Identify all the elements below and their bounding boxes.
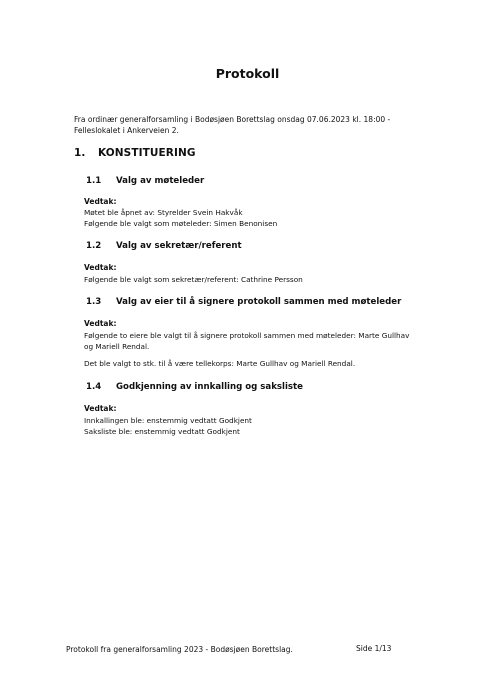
vedtak-label: Vedtak: <box>84 319 117 328</box>
body-line: Det ble valgt to stk. til å være tellekorps: Marte Gullhav og Mariell Rendal. <box>84 359 356 368</box>
vedtak-label: Vedtak: <box>84 197 117 206</box>
intro-line: Felleslokalet i Ankerveien 2. <box>74 126 179 135</box>
subsection-heading-1-3 <box>86 297 401 307</box>
footer-text: Protokoll fra generalforsamling 2023 - Bodøsjøen Borettslag. <box>66 645 293 654</box>
body-line: og Mariell Rendal. <box>84 341 150 351</box>
subsection-body <box>84 208 414 229</box>
section-number: 1. <box>74 147 86 159</box>
body-line: Saksliste ble: enstemmig vedtatt Godkjent <box>84 426 240 436</box>
subsection-title: Valg av sekretær/referent <box>116 241 242 251</box>
intro-paragraph <box>74 114 419 136</box>
subsection-heading-1-1 <box>86 176 204 186</box>
subsection-title: Valg av eier til å signere protokoll sammen med møteleder <box>116 297 402 307</box>
body-line: Følgende ble valgt som sekretær/referent: Cathrine Persson <box>84 275 303 284</box>
vedtak-label: Vedtak: <box>84 263 117 272</box>
page-number: Side 1/13 <box>356 644 392 653</box>
subsection-body <box>84 331 414 352</box>
intro-line: Fra ordinær generalforsamling i Bodøsjøen Borettslag onsdag 07.06.2023 kl. 18:00 - <box>74 115 391 124</box>
subsection-body <box>84 275 414 286</box>
vedtak-label: Vedtak: <box>84 404 117 413</box>
body-line: Følgende ble valgt som møteleder: Simen Benonisen <box>84 218 278 228</box>
body-line: Innkallingen ble: enstemmig vedtatt Godkjent <box>84 416 252 425</box>
subsection-number: 1.3 <box>86 297 102 307</box>
body-line: Møtet ble åpnet av: Styrelder Svein Hakvåk <box>84 208 243 217</box>
document-title: Protokoll <box>215 66 280 81</box>
subsection-number: 1.1 <box>86 176 102 186</box>
section-heading <box>74 147 196 159</box>
subsection-number: 1.2 <box>86 241 102 251</box>
subsection-body <box>84 416 414 437</box>
section-title: KONSTITUERING <box>98 147 196 159</box>
subsection-title: Valg av møteleder <box>116 176 205 186</box>
subsection-heading-1-2 <box>86 241 242 251</box>
body-line: Følgende to eiere ble valgt til å signere protokoll sammen med møteleder: Marte Gullhav <box>84 331 410 340</box>
subsection-title: Godkjenning av innkalling og saksliste <box>116 382 303 392</box>
subsection-extra <box>84 359 414 370</box>
subsection-heading-1-4 <box>86 382 303 392</box>
subsection-number: 1.4 <box>86 382 102 392</box>
